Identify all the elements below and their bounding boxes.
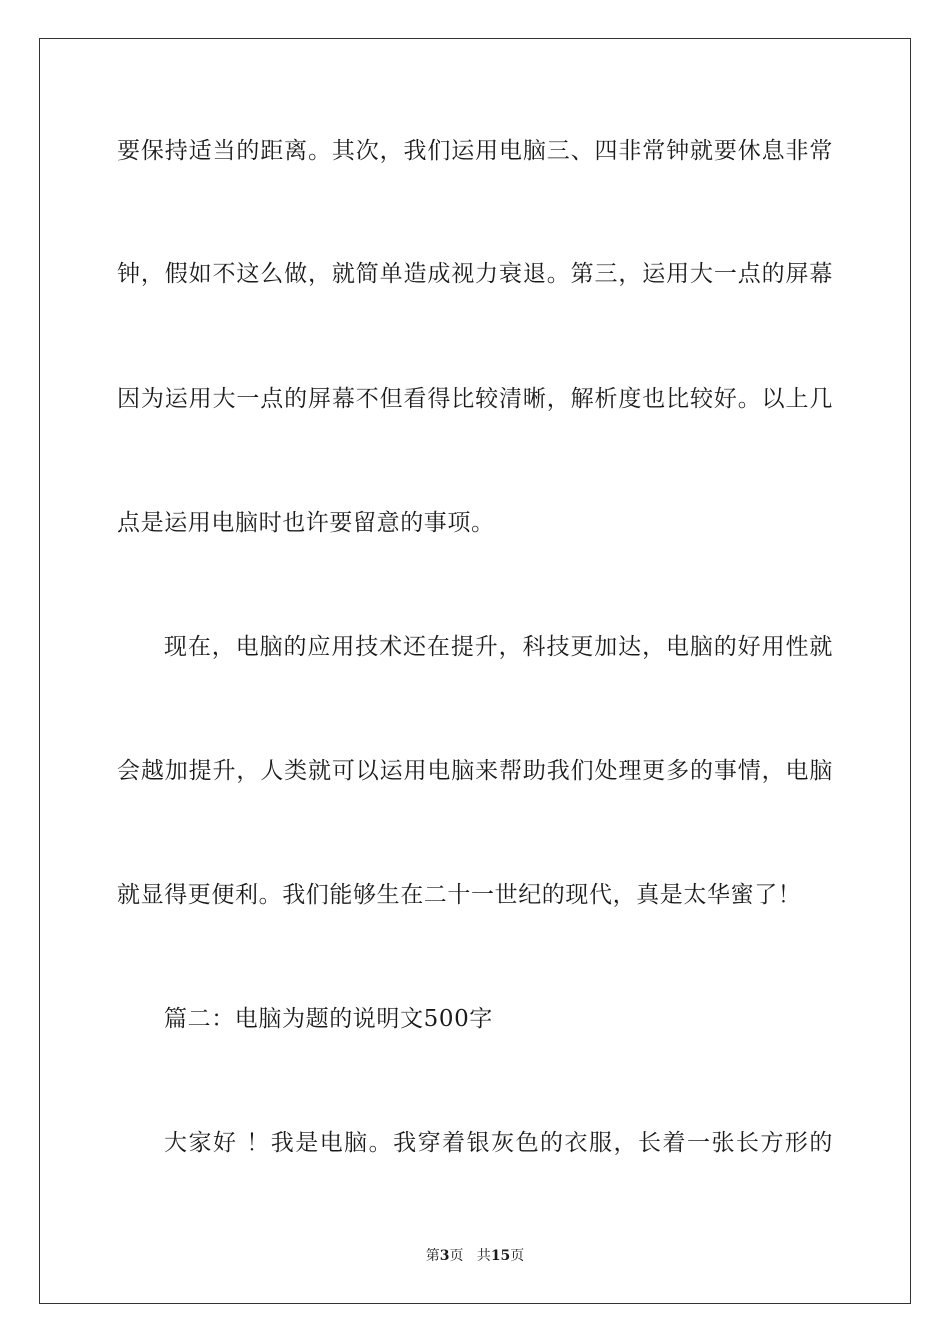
paragraph-line-7: 就显得更便利。我们能够生在二十一世纪的现代，真是太华蜜了！ bbox=[117, 882, 802, 908]
page-number: 3 bbox=[439, 1248, 450, 1264]
paragraph-line-1: 要保持适当的距离。其次，我们运用电脑三、四非常钟就要休息非常 bbox=[117, 138, 833, 164]
total-suffix: 页 bbox=[510, 1248, 525, 1264]
paragraph-line-2: 钟，假如不这么做，就简单造成视力衰退。第三，运用大一点的屏幕 bbox=[117, 261, 833, 287]
section-heading: 篇二：电脑为题的说明文500字 bbox=[164, 1006, 493, 1032]
total-prefix: 共 bbox=[476, 1248, 491, 1264]
paragraph-line-5: 现在，电脑的应用技术还在提升，科技更加达，电脑的好用性就 bbox=[164, 634, 833, 660]
page-suffix: 页 bbox=[449, 1248, 464, 1264]
paragraph-line-4: 点是运用电脑时也许要留意的事项。 bbox=[117, 510, 495, 536]
page-prefix: 第 bbox=[425, 1248, 440, 1264]
paragraph-line-6: 会越加提升，人类就可以运用电脑来帮助我们处理更多的事情，电脑 bbox=[117, 758, 833, 784]
page-border bbox=[39, 38, 911, 1304]
total-pages: 15 bbox=[490, 1248, 511, 1264]
paragraph-line-9: 大家好 ！我是电脑。我穿着银灰色的衣服，长着一张长方形的 bbox=[164, 1130, 833, 1156]
paragraph-line-3: 因为运用大一点的屏幕不但看得比较清晰，解析度也比较好。以上几 bbox=[117, 386, 833, 412]
page-footer bbox=[0, 1246, 950, 1266]
